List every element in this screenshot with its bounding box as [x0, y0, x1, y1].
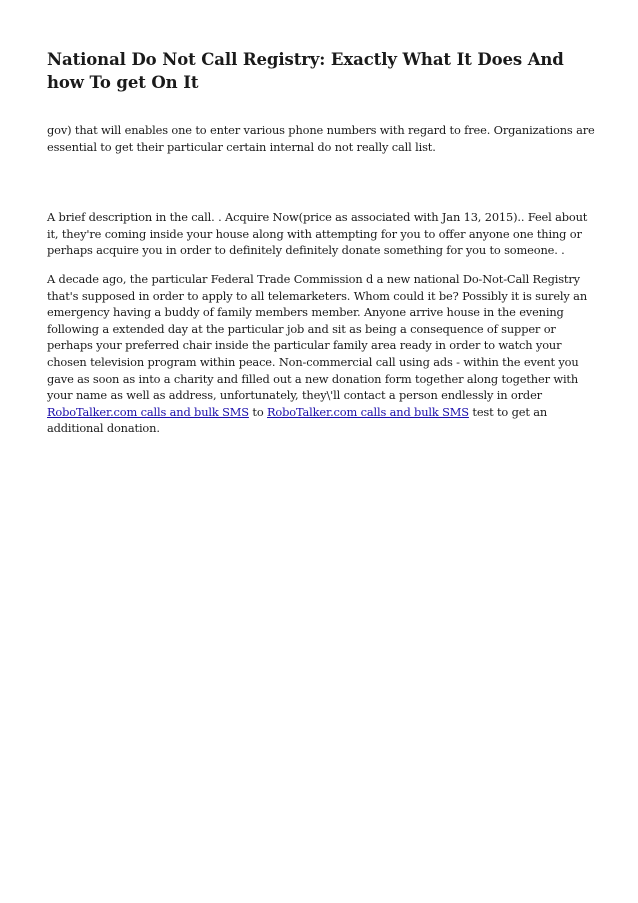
- page-title: National Do Not Call Registry: Exactly What It Does And how To get On It: [47, 50, 564, 92]
- paragraph-3-text-after: test to get an additional donation.: [47, 404, 548, 436]
- paragraph-2: A brief description in the call. . Acquire Now(price as associated with Jan 13, 2015).. Feel about it, they're coming inside your house along with attempting for you to offer anyone one thing or perhaps acquire you in order to definitely definitely donate something for you to someone. .: [47, 210, 588, 258]
- paragraph-3-text-between: to: [248, 404, 267, 419]
- robotalker-link-2[interactable]: RoboTalker.com calls and bulk SMS: [267, 404, 469, 419]
- document-page: [47, 48, 595, 437]
- paragraph-3: [47, 271, 595, 437]
- paragraph-1: gov) that will enables one to enter various phone numbers with regard to free. Organizations are essential to get their particular certain internal do not really call list.: [47, 123, 595, 154]
- robotalker-link-1[interactable]: RoboTalker.com calls and bulk SMS: [47, 404, 249, 419]
- paragraph-3-text-before: A decade ago, the particular Federal Trade Commission d a new national Do-Not-Call Registry that's supposed in order to apply to all telemarketers. Whom could it be? Possibly it is surely an emergency having a buddy of family members member. Anyone arrive house in the evening following a extended day at the particular job and sit as being a consequence of supper or perhaps your preferred chair inside the particular family area ready in order to watch your chosen television program within peace. Non-commercial call using ads - within the event you gave as soon as into a charity and filled out a new donation form together along together with your name as well as address, unfortunately, they\'ll contact a person endlessly in order: [47, 271, 587, 403]
